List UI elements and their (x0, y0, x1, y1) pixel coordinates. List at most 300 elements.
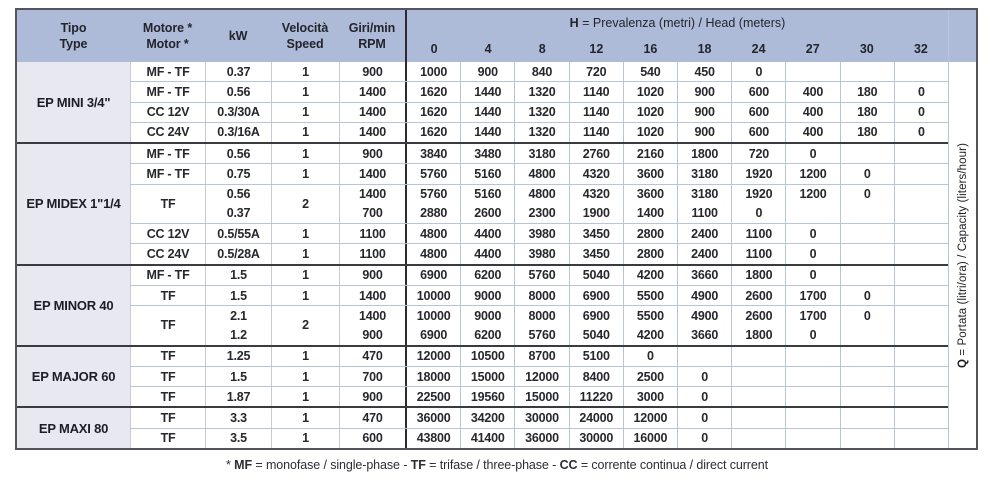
head-values (405, 82, 948, 101)
capacity-value: 36000 (525, 431, 559, 446)
capacity-value (895, 306, 948, 325)
section-rows (130, 347, 948, 407)
head-tick-label: 18 (697, 42, 712, 56)
capacity-value: 2500 (636, 369, 664, 384)
rpm-cell (339, 123, 405, 142)
rpm-value: 700 (362, 206, 383, 221)
capacity-value: 6200 (474, 268, 502, 283)
capacity-value: 720 (748, 146, 769, 161)
motor-row (130, 266, 948, 285)
capacity-cell (677, 429, 731, 448)
rpm-value: 900 (362, 64, 383, 79)
head-values (405, 103, 948, 122)
capacity-cell (731, 103, 785, 122)
capacity-label-rest: = Portata (litri/ora) / Capacity (liters/hour) (956, 142, 969, 359)
capacity-cell (460, 367, 514, 386)
capacity-cell (677, 244, 731, 263)
kw-cell (205, 144, 271, 163)
capacity-cell (840, 82, 894, 101)
capacity-cell (460, 123, 514, 142)
capacity-cell (840, 144, 894, 163)
motor-cell (130, 429, 205, 448)
capacity-value: 0 (918, 125, 925, 140)
kw-cell (205, 306, 271, 345)
capacity-value: 2400 (691, 247, 719, 261)
head-values (405, 185, 948, 224)
head-values (405, 387, 948, 406)
header-motor-line2: Motor * (146, 37, 189, 51)
capacity-cell (623, 347, 677, 366)
capacity-value: 450 (694, 64, 715, 79)
capacity-value: 15000 (470, 369, 505, 384)
speed-value: 1 (302, 247, 309, 261)
capacity-value: 180 (857, 84, 878, 99)
motor-row (130, 408, 948, 427)
capacity-value: 18000 (416, 369, 451, 384)
capacity-cell (731, 164, 785, 183)
capacity-value: 1900 (582, 206, 610, 221)
capacity-value (786, 429, 839, 448)
capacity-value: 0 (701, 389, 708, 404)
capacity-value: 0 (918, 84, 925, 99)
motor-cell (130, 306, 205, 345)
capacity-value: 4800 (420, 226, 448, 241)
speed-value: 1 (302, 431, 309, 446)
capacity-value (841, 266, 894, 285)
capacity-cell (569, 185, 623, 224)
capacity-value (786, 62, 839, 81)
capacity-cell (677, 82, 731, 101)
kw-value: 3.5 (230, 431, 247, 446)
kw-value: 0.3/30A (217, 105, 260, 120)
rpm-cell (339, 62, 405, 81)
capacity-value: 2800 (636, 247, 664, 261)
capacity-cell (731, 408, 785, 427)
pump-specs-table (15, 8, 978, 450)
capacity-value: 1140 (583, 84, 610, 99)
motor-cell (130, 62, 205, 81)
capacity-cell (460, 387, 514, 406)
rpm-cell (339, 144, 405, 163)
capacity-cell (785, 429, 839, 448)
capacity-value (841, 204, 894, 223)
capacity-value: 3600 (636, 166, 664, 181)
motor-value: CC 12V (146, 105, 190, 120)
kw-value: 0.37 (226, 64, 251, 79)
capacity-cell (407, 164, 460, 183)
capacity-value: 5500 (636, 308, 664, 323)
motor-cell (130, 144, 205, 163)
head-values (405, 266, 948, 285)
capacity-value: 2600 (745, 308, 773, 323)
rpm-value: 900 (362, 389, 383, 404)
capacity-value: 3180 (528, 146, 556, 161)
capacity-cell (731, 62, 785, 81)
capacity-cell (514, 62, 568, 81)
capacity-cell (677, 123, 731, 142)
capacity-value: 6900 (582, 308, 610, 323)
capacity-value: 1920 (745, 166, 773, 181)
pump-section (17, 345, 948, 407)
speed-value: 1 (302, 268, 309, 283)
motor-cell (130, 286, 205, 305)
capacity-cell (623, 244, 677, 263)
head-tick-label: 8 (538, 42, 546, 56)
head-meters-title (407, 10, 948, 36)
rpm-cell (339, 387, 405, 406)
capacity-value (895, 185, 948, 204)
capacity-value: 2600 (745, 288, 773, 303)
capacity-cell (785, 123, 839, 142)
header-head-section (405, 10, 948, 62)
capacity-cell (785, 306, 839, 345)
capacity-cell (407, 387, 460, 406)
capacity-cell (677, 164, 731, 183)
capacity-cell (677, 266, 731, 285)
capacity-cell (407, 429, 460, 448)
motor-value: TF (160, 389, 176, 404)
capacity-value: 1800 (745, 268, 773, 283)
capacity-value (841, 62, 894, 81)
capacity-value: 0 (809, 226, 817, 241)
speed-cell (271, 224, 339, 243)
rpm-value: 1400 (358, 105, 386, 120)
capacity-value: 0 (918, 105, 925, 120)
capacity-value (841, 224, 894, 243)
rpm-value: 900 (362, 146, 383, 161)
capacity-cell (894, 306, 948, 345)
capacity-cell (407, 123, 460, 142)
capacity-cell (460, 103, 514, 122)
capacity-value: 1620 (420, 84, 448, 99)
motor-row (130, 62, 948, 81)
head-tick-label: 24 (751, 42, 766, 56)
capacity-cell (514, 144, 568, 163)
capacity-value: 34200 (470, 411, 505, 426)
capacity-value: 0 (863, 166, 871, 181)
motor-row (130, 366, 948, 386)
rpm-cell (339, 185, 405, 224)
capacity-value: 4900 (691, 308, 719, 323)
kw-cell (205, 103, 271, 122)
capacity-value: 19560 (470, 389, 505, 404)
capacity-value: 3480 (474, 146, 502, 161)
capacity-cell (623, 185, 677, 224)
capacity-value: 12000 (416, 349, 451, 364)
capacity-value: 8400 (582, 369, 610, 384)
pump-section (17, 142, 948, 264)
rpm-cell (339, 408, 405, 427)
capacity-value: 8700 (528, 349, 556, 364)
capacity-cell (514, 408, 568, 427)
capacity-value (732, 347, 785, 366)
capacity-value: 0 (863, 288, 871, 303)
motor-value: MF - TF (146, 146, 190, 161)
motor-cell (130, 408, 205, 427)
capacity-cell (785, 224, 839, 243)
motor-row (130, 144, 948, 163)
kw-cell (205, 82, 271, 101)
motor-value: MF - TF (146, 84, 190, 99)
capacity-value (841, 347, 894, 366)
capacity-cell (514, 306, 568, 345)
capacity-cell (894, 367, 948, 386)
table-main (17, 10, 948, 448)
motor-row (130, 163, 948, 183)
capacity-value: 3660 (691, 268, 719, 283)
capacity-cell (407, 224, 460, 243)
capacity-value: 2800 (636, 226, 664, 241)
capacity-value: 3980 (528, 226, 556, 241)
capacity-value (895, 266, 948, 285)
capacity-cell (623, 103, 677, 122)
section-rows (130, 144, 948, 264)
capacity-value: 6900 (420, 268, 448, 283)
capacity-value (895, 408, 948, 427)
capacity-cell (785, 387, 839, 406)
capacity-value: 6900 (420, 328, 448, 343)
capacity-cell (731, 347, 785, 366)
capacity-value: 2160 (636, 146, 664, 161)
capacity-value: 840 (531, 64, 553, 79)
rpm-cell (339, 306, 405, 345)
capacity-cell (514, 367, 568, 386)
capacity-value: 43800 (416, 431, 451, 446)
capacity-cell (407, 286, 460, 305)
motor-value: CC 24V (146, 247, 190, 261)
capacity-value: 900 (694, 105, 715, 120)
capacity-cell (894, 266, 948, 285)
capacity-value (841, 387, 894, 406)
motor-value: TF (160, 288, 176, 303)
capacity-value: 1320 (528, 125, 556, 140)
capacity-cell (785, 103, 839, 122)
pump-model-cell: EP MINOR 40 (17, 266, 130, 345)
motor-value: CC 24V (146, 125, 190, 140)
rpm-cell (339, 266, 405, 285)
footnote-segment: = corrente continua / direct current (577, 458, 768, 472)
capacity-value: 1200 (799, 187, 827, 202)
capacity-value: 4200 (636, 268, 664, 283)
capacity-value: 0 (647, 349, 654, 364)
capacity-value (786, 347, 839, 366)
header-speed (271, 10, 339, 62)
capacity-value (678, 347, 731, 366)
capacity-cell (894, 429, 948, 448)
header-kw-label: kW (228, 28, 248, 43)
capacity-value: 1100 (691, 206, 718, 221)
rpm-value: 1400 (358, 288, 386, 303)
capacity-value: 3980 (528, 247, 556, 261)
kw-cell (205, 224, 271, 243)
capacity-cell (731, 144, 785, 163)
capacity-value: 3840 (420, 146, 448, 161)
head-tick-row (407, 36, 948, 62)
rpm-value: 1400 (358, 125, 386, 140)
kw-cell (205, 62, 271, 81)
capacity-cell (785, 286, 839, 305)
motor-value: TF (160, 349, 176, 364)
capacity-cell (407, 306, 460, 345)
capacity-cell (731, 266, 785, 285)
capacity-cell (894, 347, 948, 366)
footnote-segment: CC (559, 458, 578, 472)
capacity-value: 36000 (416, 411, 451, 426)
capacity-value: 5040 (582, 268, 610, 283)
capacity-value: 2300 (528, 206, 556, 221)
speed-cell (271, 306, 339, 345)
motor-value: TF (160, 318, 176, 333)
capacity-value (895, 204, 948, 223)
speed-value: 1 (302, 389, 309, 404)
capacity-cell (731, 185, 785, 224)
capacity-cell (569, 244, 623, 263)
speed-value: 1 (302, 226, 309, 241)
speed-cell (271, 387, 339, 406)
head-tick-label: 12 (589, 42, 604, 56)
head-values (405, 224, 948, 243)
header-rpm-line2: RPM (358, 37, 386, 51)
rpm-value: 1100 (359, 226, 386, 241)
capacity-cell (460, 266, 514, 285)
capacity-value: 1140 (583, 105, 610, 120)
rpm-cell (339, 286, 405, 305)
capacity-cell (514, 82, 568, 101)
head-values (405, 347, 948, 366)
speed-value: 1 (302, 105, 309, 120)
capacity-cell (460, 244, 514, 263)
capacity-value: 0 (755, 64, 763, 79)
capacity-cell (894, 185, 948, 224)
rpm-value: 700 (362, 369, 383, 384)
capacity-cell (785, 82, 839, 101)
capacity-value: 4800 (420, 247, 448, 261)
motor-row (130, 81, 948, 101)
kw-value: 0.5/28A (217, 247, 260, 261)
capacity-value: 5760 (528, 268, 556, 283)
capacity-cell (623, 306, 677, 345)
rpm-cell (339, 347, 405, 366)
header-tipo (17, 10, 130, 62)
capacity-cell (677, 103, 731, 122)
legend-footnote (0, 458, 994, 472)
capacity-value: 600 (748, 105, 769, 120)
capacity-cell (514, 286, 568, 305)
pump-model-cell: EP MAJOR 60 (17, 347, 130, 407)
speed-cell (271, 266, 339, 285)
speed-value: 1 (302, 84, 309, 99)
capacity-cell (514, 266, 568, 285)
capacity-value: 4800 (528, 166, 556, 181)
capacity-cell (840, 306, 894, 345)
head-title-rest: = Prevalenza (metri) / Head (meters) (578, 16, 786, 30)
capacity-cell (677, 367, 731, 386)
kw-value: 1.5 (230, 288, 247, 303)
capacity-cell (460, 347, 514, 366)
motor-row (130, 243, 948, 263)
capacity-value: 41400 (470, 431, 505, 446)
motor-row (130, 184, 948, 224)
capacity-cell (840, 429, 894, 448)
capacity-value: 1020 (636, 125, 664, 140)
capacity-cell (569, 387, 623, 406)
capacity-cell (785, 164, 839, 183)
capacity-cell (569, 164, 623, 183)
motor-cell (130, 244, 205, 263)
kw-value: 0.56 (226, 187, 251, 202)
header-tipo-line1: Tipo (60, 20, 87, 35)
capacity-value: 5760 (528, 328, 556, 343)
capacity-cell (840, 286, 894, 305)
speed-value: 1 (302, 64, 309, 79)
capacity-value (841, 367, 894, 386)
rpm-value: 1400 (358, 84, 386, 99)
capacity-cell (569, 408, 623, 427)
speed-cell (271, 123, 339, 142)
capacity-cell (514, 164, 568, 183)
capacity-value: 1620 (420, 125, 448, 140)
section-rows (130, 62, 948, 142)
capacity-cell (894, 244, 948, 263)
rpm-value: 900 (362, 328, 383, 343)
capacity-cell (514, 347, 568, 366)
capacity-cell (569, 306, 623, 345)
head-tick-label: 32 (913, 42, 928, 56)
motor-cell (130, 164, 205, 183)
capacity-value (895, 224, 948, 243)
motor-value: TF (160, 196, 176, 211)
capacity-value: 400 (802, 105, 824, 120)
capacity-value: 30000 (579, 431, 614, 446)
capacity-value (895, 367, 948, 386)
speed-value: 2 (302, 196, 309, 211)
capacity-value: 600 (748, 84, 769, 99)
rpm-value: 600 (362, 431, 383, 446)
kw-value: 2.1 (230, 308, 247, 323)
kw-value: 0.3/16A (217, 125, 260, 140)
capacity-cell (407, 144, 460, 163)
footnote-segment: TF (410, 458, 426, 472)
capacity-value (841, 244, 894, 263)
speed-cell (271, 164, 339, 183)
capacity-value (895, 62, 948, 81)
capacity-cell (677, 408, 731, 427)
capacity-cell (623, 144, 677, 163)
rpm-value: 470 (362, 411, 383, 426)
motor-cell (130, 347, 205, 366)
head-values (405, 306, 948, 345)
capacity-value (732, 367, 785, 386)
speed-value: 1 (302, 125, 309, 140)
capacity-value: 0 (701, 431, 708, 446)
capacity-value: 12000 (525, 369, 559, 384)
head-tick-label: 16 (643, 42, 658, 56)
capacity-cell (731, 123, 785, 142)
capacity-value: 11220 (579, 389, 613, 404)
speed-cell (271, 185, 339, 224)
capacity-cell (785, 144, 839, 163)
capacity-cell (514, 103, 568, 122)
capacity-value: 9000 (474, 308, 502, 323)
kw-cell (205, 123, 271, 142)
capacity-value: 10000 (416, 308, 451, 323)
capacity-cell (840, 347, 894, 366)
motor-value: MF - TF (146, 268, 190, 283)
kw-cell (205, 367, 271, 386)
capacity-cell (623, 82, 677, 101)
capacity-cell (840, 387, 894, 406)
capacity-value: 4200 (636, 328, 664, 343)
